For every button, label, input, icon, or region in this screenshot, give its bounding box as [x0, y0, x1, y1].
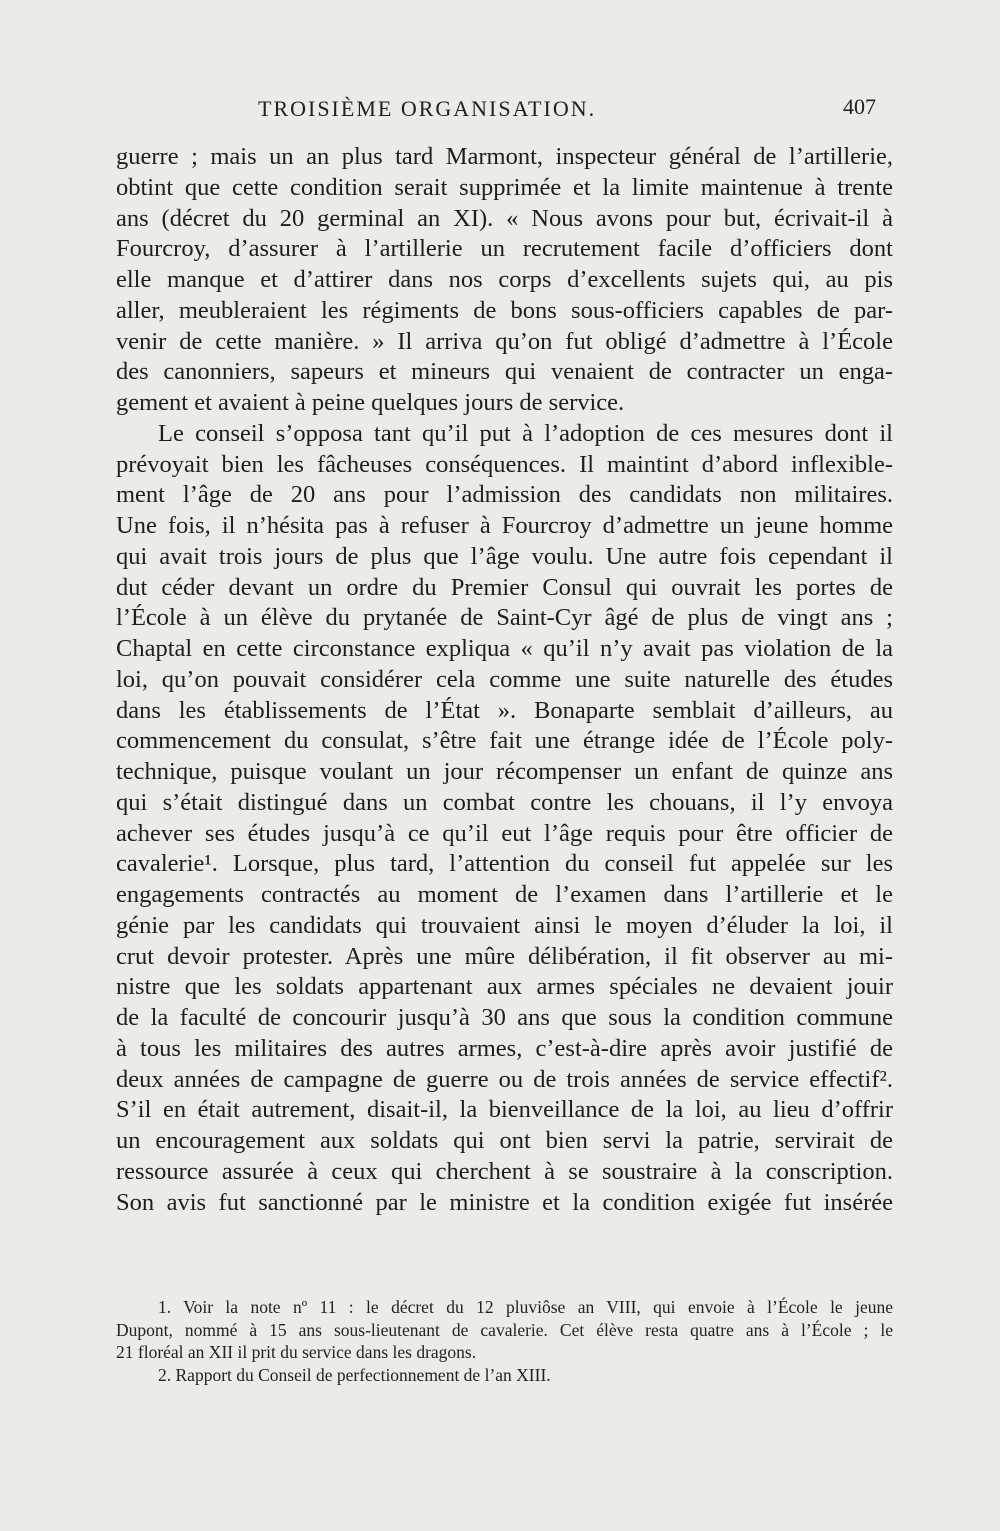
text-line: qui avait trois jours de plus que l’âge voulu. Une autre fois cependant il [116, 542, 893, 570]
text-line: des canonniers, sapeurs et mineurs qui venaient de contracter un enga- [116, 358, 893, 386]
paragraph-start-line: Le conseil s’opposa tant qu’il put à l’adoption de ces mesures dont il [158, 419, 893, 447]
body-text [116, 142, 893, 1218]
text-line: à tous les militaires des autres armes, c’est-à-dire après avoir justifié de [116, 1034, 893, 1062]
text-line: technique, puisque voulant un jour récompenser un enfant de quinze ans [116, 758, 893, 785]
footnote-1-continued: 21 floréal an XII il prit du service dans les dragons. [116, 1342, 477, 1362]
text-line: cavalerie¹. Lorsque, plus tard, l’attention du conseil fut appelée sur les [116, 850, 893, 878]
text-line: loi, qu’on pouvait considérer cela comme une suite naturelle des études [116, 665, 893, 693]
text-line: engagements contractés au moment de l’examen dans l’artillerie et le [116, 881, 893, 908]
text-line: achever ses études jusqu’à ce qu’il eut l’âge requis pour être officier de [116, 819, 893, 847]
text-line: ment l’âge de 20 ans pour l’admission des candidats non militaires. [116, 481, 893, 509]
text-line: Son avis fut sanctionné par le ministre et la condition exigée fut insérée [116, 1188, 893, 1216]
running-head: TROISIÈME ORGANISATION. [258, 96, 597, 121]
footnote-1: 1. Voir la note nº 11 : le décret du 12 pluviôse an VIII, qui envoie à l’École le jeune [158, 1297, 893, 1317]
text-line: ressource assurée à ceux qui cherchent à se soustraire à la conscription. [116, 1157, 893, 1185]
text-line: S’il en était autrement, disait-il, la bienveillance de la loi, au lieu d’offrir [116, 1096, 893, 1124]
text-line: guerre ; mais un an plus tard Marmont, inspecteur général de l’artillerie, [116, 143, 893, 170]
text-line: crut devoir protester. Après une mûre délibération, il fit observer au mi- [116, 942, 893, 970]
text-line: l’École à un élève du prytanée de Saint-Cyr âgé de plus de vingt ans ; [116, 604, 893, 632]
text-line: aller, meubleraient les régiments de bons sous-officiers capables de par- [116, 296, 893, 324]
text-line: prévoyait bien les fâcheuses conséquences. Il maintint d’abord inflexible- [116, 450, 893, 478]
footnote-2: 2. Rapport du Conseil de perfectionnement de l’an XIII. [158, 1364, 551, 1385]
text-line: elle manque et d’attirer dans nos corps d’excellents sujets qui, au pis [116, 266, 893, 293]
footnotes [116, 1296, 893, 1386]
text-line: Une fois, il n’hésita pas à refuser à Fourcroy d’admettre un jeune homme [116, 512, 893, 539]
text-line: dut céder devant un ordre du Premier Consul qui ouvrait les portes de [116, 573, 893, 601]
text-line: venir de cette manière. » Il arriva qu’on fut obligé d’admettre à l’École [116, 327, 893, 355]
text-line: un encouragement aux soldats qui ont bien servi la patrie, servirait de [116, 1127, 893, 1154]
text-line: Fourcroy, d’assurer à l’artillerie un recrutement facile d’officiers dont [116, 235, 893, 263]
text-line: qui s’était distingué dans un combat contre les chouans, il l’y envoya [116, 788, 893, 816]
text-line: nistre que les soldats appartenant aux armes spéciales ne devaient jouir [116, 973, 893, 1001]
text-line: ans (décret du 20 germinal an XI). « Nous avons pour but, écrivait-il à [116, 204, 893, 232]
text-line: de la faculté de concourir jusqu’à 30 ans que sous la condition commune [116, 1004, 893, 1031]
text-line: génie par les candidats qui trouvaient ainsi le moyen d’éluder la loi, il [116, 911, 893, 939]
text-line: dans les établissements de l’État ». Bonaparte semblait d’ailleurs, au [116, 696, 893, 724]
page-number: 407 [843, 94, 876, 119]
footnote-1-continued: Dupont, nommé à 15 ans sous-lieutenant de cavalerie. Cet élève resta quatre ans à l’École ; le [116, 1319, 893, 1340]
text-line: Chaptal en cette circonstance expliqua « qu’il n’y avait pas violation de la [116, 635, 893, 662]
text-line: obtint que cette condition serait supprimée et la limite maintenue à trente [116, 173, 893, 201]
text-line: gement et avaient à peine quelques jours de service. [116, 389, 625, 416]
page-header [0, 92, 1000, 128]
text-line: deux années de campagne de guerre ou de trois années de service effectif². [116, 1065, 893, 1093]
text-line: commencement du consulat, s’être fait une étrange idée de l’École poly- [116, 727, 893, 755]
